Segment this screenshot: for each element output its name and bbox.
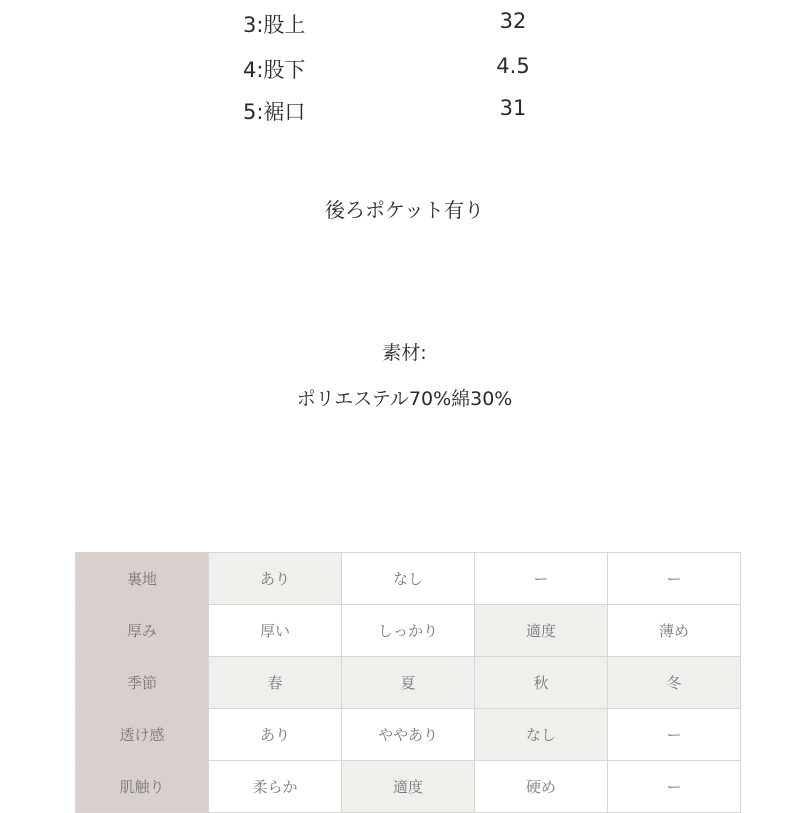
- spec-row-header: 裏地: [76, 553, 209, 605]
- spec-cell: ややあり: [342, 709, 475, 761]
- spec-row-header: 透け感: [76, 709, 209, 761]
- spec-cell-selected: 夏: [342, 657, 475, 709]
- spec-cell: 硬め: [475, 761, 608, 813]
- measurement-value: 4.5: [496, 54, 530, 78]
- measurement-row: [0, 96, 809, 136]
- spec-cell: しっかり: [342, 605, 475, 657]
- spec-row: [76, 605, 741, 657]
- material-label: 素材:: [382, 342, 427, 364]
- spec-cell-selected: なし: [475, 709, 608, 761]
- measurement-label: 3:股上: [243, 13, 306, 37]
- measurement-row: [0, 54, 809, 94]
- spec-cell: ー: [475, 553, 608, 605]
- spec-cell-selected: あり: [209, 553, 342, 605]
- spec-row: [76, 709, 741, 761]
- spec-row: [76, 553, 741, 605]
- spec-row-header: 季節: [76, 657, 209, 709]
- spec-cell-selected: 春: [209, 657, 342, 709]
- spec-row-header: 肌触り: [76, 761, 209, 813]
- spec-cell: 薄め: [608, 605, 741, 657]
- spec-cell: なし: [342, 553, 475, 605]
- measurement-value: 31: [499, 96, 527, 120]
- measurement-row: [0, 9, 809, 49]
- spec-cell: ー: [608, 553, 741, 605]
- spec-cell: あり: [209, 709, 342, 761]
- spec-row: [76, 761, 741, 813]
- spec-cell-selected: 冬: [608, 657, 741, 709]
- measurement-value: 32: [499, 9, 527, 33]
- spec-cell: 柔らか: [209, 761, 342, 813]
- spec-row: [76, 657, 741, 709]
- spec-cell-selected: 適度: [475, 605, 608, 657]
- measurement-label: 5:裾口: [243, 100, 306, 124]
- spec-cell: ー: [608, 709, 741, 761]
- spec-cell: ー: [608, 761, 741, 813]
- material-value: ポリエステル70%綿30%: [296, 388, 513, 410]
- spec-cell: 厚い: [209, 605, 342, 657]
- spec-row-header: 厚み: [76, 605, 209, 657]
- spec-cell-selected: 秋: [475, 657, 608, 709]
- measurement-label: 4:股下: [243, 58, 306, 82]
- feature-note: 後ろポケット有り: [325, 198, 484, 222]
- spec-cell-selected: 適度: [342, 761, 475, 813]
- spec-table: [75, 552, 741, 813]
